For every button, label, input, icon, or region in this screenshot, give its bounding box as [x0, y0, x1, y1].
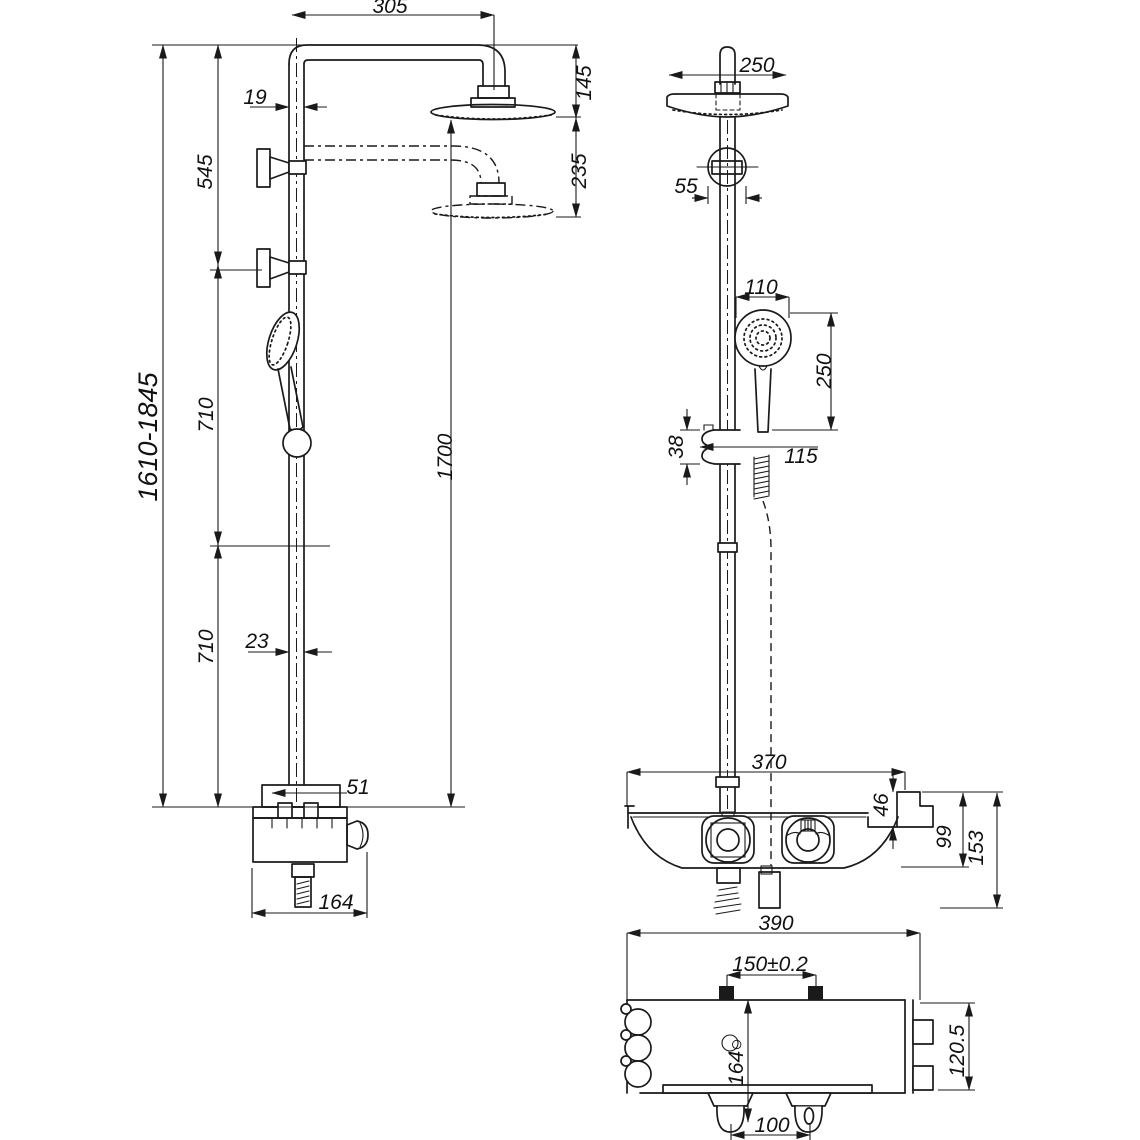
dim-body-length: 390: [758, 912, 794, 935]
dim-handshower-head-width: 110: [744, 276, 778, 299]
dim-riser-offset-top: 19: [243, 86, 267, 109]
inlet-left: [719, 986, 734, 1000]
dim-handle-spacing: 100: [754, 1114, 790, 1137]
dim-handle-axis-depth: 164○: [725, 1038, 748, 1086]
dim-handshower-length: 250: [813, 353, 836, 389]
rail-joint-side: [718, 543, 737, 552]
dim-valve-body-height: 99: [933, 825, 956, 849]
dim-riser-offset-bottom: 23: [245, 630, 269, 653]
dim-lower-section: 710: [195, 629, 218, 665]
right-tab-upper: [913, 1020, 933, 1044]
dim-valve-overall-height: 153: [965, 830, 988, 866]
dim-overall-height: 1610-1845: [133, 372, 163, 502]
right-tab-lower: [913, 1066, 933, 1090]
dim-holder-height: 38: [665, 435, 688, 459]
left-scallops: [621, 1004, 651, 1087]
rail-foot: [716, 777, 739, 787]
hand-shower-holder-ring: [283, 429, 311, 457]
dim-mid-section: 710: [195, 397, 218, 433]
dim-arm-reach: 305: [372, 0, 408, 18]
dim-head-drop-upper: 145: [573, 65, 596, 101]
dim-riser-length: 1700: [434, 433, 457, 481]
dim-valve-width-front: 164: [318, 891, 354, 914]
dim-bracket-width: 55: [674, 175, 698, 198]
dim-head-width: 250: [739, 54, 775, 77]
dim-hook-height: 46: [870, 793, 893, 817]
dim-body-depth: 120.5: [946, 1024, 969, 1078]
dim-head-drop-lower: 235: [568, 153, 591, 189]
dim-top-section: 545: [194, 154, 217, 190]
dim-holder-reach: 115: [784, 445, 818, 468]
dim-valve-center-offset: 51: [346, 776, 370, 799]
front-ledge: [663, 1085, 872, 1093]
dim-inlet-spacing: 150±0.2: [732, 953, 808, 976]
inlet-right: [808, 986, 823, 1000]
dim-valve-width-side: 370: [751, 751, 787, 774]
